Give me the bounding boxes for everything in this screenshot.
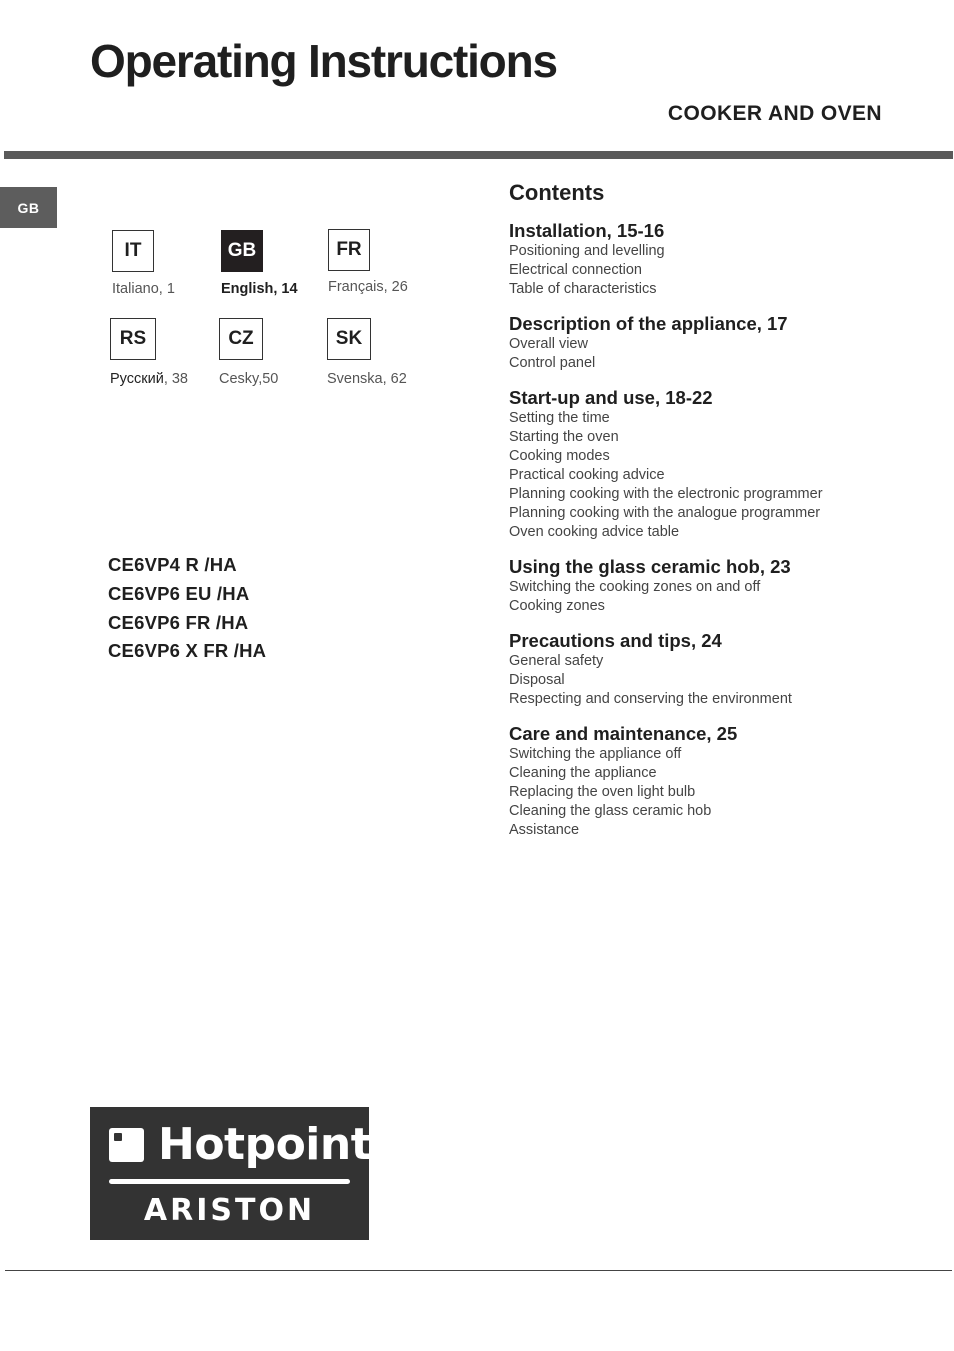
language-item-cz[interactable] — [219, 318, 329, 387]
hotpoint-ariston-logo — [90, 1107, 372, 1240]
contents-section-title[interactable]: Care and maintenance, 25 — [509, 723, 738, 744]
contents-section-title[interactable]: Installation, 15-16 — [509, 220, 665, 241]
contents-section — [509, 387, 929, 542]
contents-section-item[interactable]: Oven cooking advice table — [509, 524, 680, 540]
logo-mark-icon — [109, 1128, 144, 1162]
contents-section-item[interactable]: Planning cooking with the analogue programmer — [509, 505, 821, 521]
contents-section-item[interactable]: Respecting and conserving the environment — [509, 691, 792, 707]
contents-section-item[interactable]: Setting the time — [509, 410, 610, 426]
language-item-sk[interactable] — [327, 318, 437, 387]
contents-section — [509, 220, 929, 299]
page-title: Operating Instructions — [90, 35, 557, 87]
language-label: Cesky,50 — [219, 371, 279, 387]
language-tab-gb: GB — [0, 187, 57, 228]
language-item-it[interactable] — [112, 230, 222, 297]
language-code-box: SK — [327, 318, 371, 360]
logo-sub-text: ARISTON — [143, 1193, 316, 1228]
model-name: CE6VP6 X FR /HA — [108, 640, 267, 662]
contents-section — [509, 630, 929, 709]
table-of-contents — [509, 180, 929, 854]
language-code-box: CZ — [219, 318, 263, 360]
logo-brand-text: Hotpoint — [158, 1119, 372, 1170]
contents-section-title[interactable]: Using the glass ceramic hob, 23 — [509, 556, 791, 577]
model-name: CE6VP6 EU /HA — [108, 582, 250, 604]
language-label-native: Русский — [110, 371, 164, 387]
language-item-fr[interactable] — [328, 229, 438, 295]
contents-section-title[interactable]: Start-up and use, 18-22 — [509, 387, 713, 408]
contents-section-item[interactable]: Cooking modes — [509, 448, 610, 464]
contents-section — [509, 723, 929, 840]
contents-section-item[interactable]: Replacing the oven light bulb — [509, 784, 696, 800]
contents-section-title[interactable]: Description of the appliance, 17 — [509, 313, 788, 334]
language-code-box: RS — [110, 318, 156, 360]
contents-section-item[interactable]: Cleaning the appliance — [509, 765, 657, 781]
contents-section-item[interactable]: Switching the appliance off — [509, 746, 682, 762]
language-label: Italiano, 1 — [112, 281, 175, 297]
language-label-page: , 38 — [163, 371, 188, 387]
language-code-box: IT — [112, 230, 154, 272]
model-list — [108, 553, 266, 668]
language-item-rs[interactable] — [110, 318, 220, 387]
contents-section-item[interactable]: Cooking zones — [509, 598, 605, 614]
language-label-active: English, 14 — [221, 281, 298, 297]
contents-section-item[interactable]: Overall view — [509, 336, 588, 352]
contents-section-item[interactable]: Disposal — [509, 672, 565, 688]
footer-divider — [5, 1270, 952, 1271]
contents-section-item[interactable]: Cleaning the glass ceramic hob — [509, 803, 712, 819]
language-item-gb[interactable] — [221, 230, 331, 297]
language-code-box: FR — [328, 229, 370, 271]
contents-section-item[interactable]: Table of characteristics — [509, 281, 657, 297]
document-subtitle: COOKER AND OVEN — [667, 102, 882, 125]
contents-section-item[interactable]: Control panel — [509, 355, 596, 371]
contents-section-item[interactable]: Starting the oven — [509, 429, 619, 445]
model-name: CE6VP6 FR /HA — [108, 611, 249, 633]
language-label: Français, 26 — [328, 279, 408, 295]
contents-section-title[interactable]: Precautions and tips, 24 — [509, 630, 722, 651]
contents-section-item[interactable]: Assistance — [509, 822, 580, 838]
language-code-box-active: GB — [221, 230, 263, 272]
contents-section — [509, 556, 929, 616]
contents-section-item[interactable]: Switching the cooking zones on and off — [509, 579, 761, 595]
contents-section-item[interactable]: Electrical connection — [509, 262, 642, 278]
header-divider — [4, 151, 953, 159]
contents-section-item[interactable]: General safety — [509, 653, 604, 669]
contents-heading: Contents — [509, 180, 605, 205]
logo-divider — [109, 1179, 350, 1184]
contents-section-item[interactable]: Positioning and levelling — [509, 243, 665, 259]
language-label — [110, 371, 220, 387]
contents-section-item[interactable]: Practical cooking advice — [509, 467, 665, 483]
language-label: Svenska, 62 — [327, 371, 407, 387]
contents-section — [509, 313, 929, 373]
contents-section-item[interactable]: Planning cooking with the electronic programmer — [509, 486, 823, 502]
model-name: CE6VP4 R /HA — [108, 554, 237, 575]
